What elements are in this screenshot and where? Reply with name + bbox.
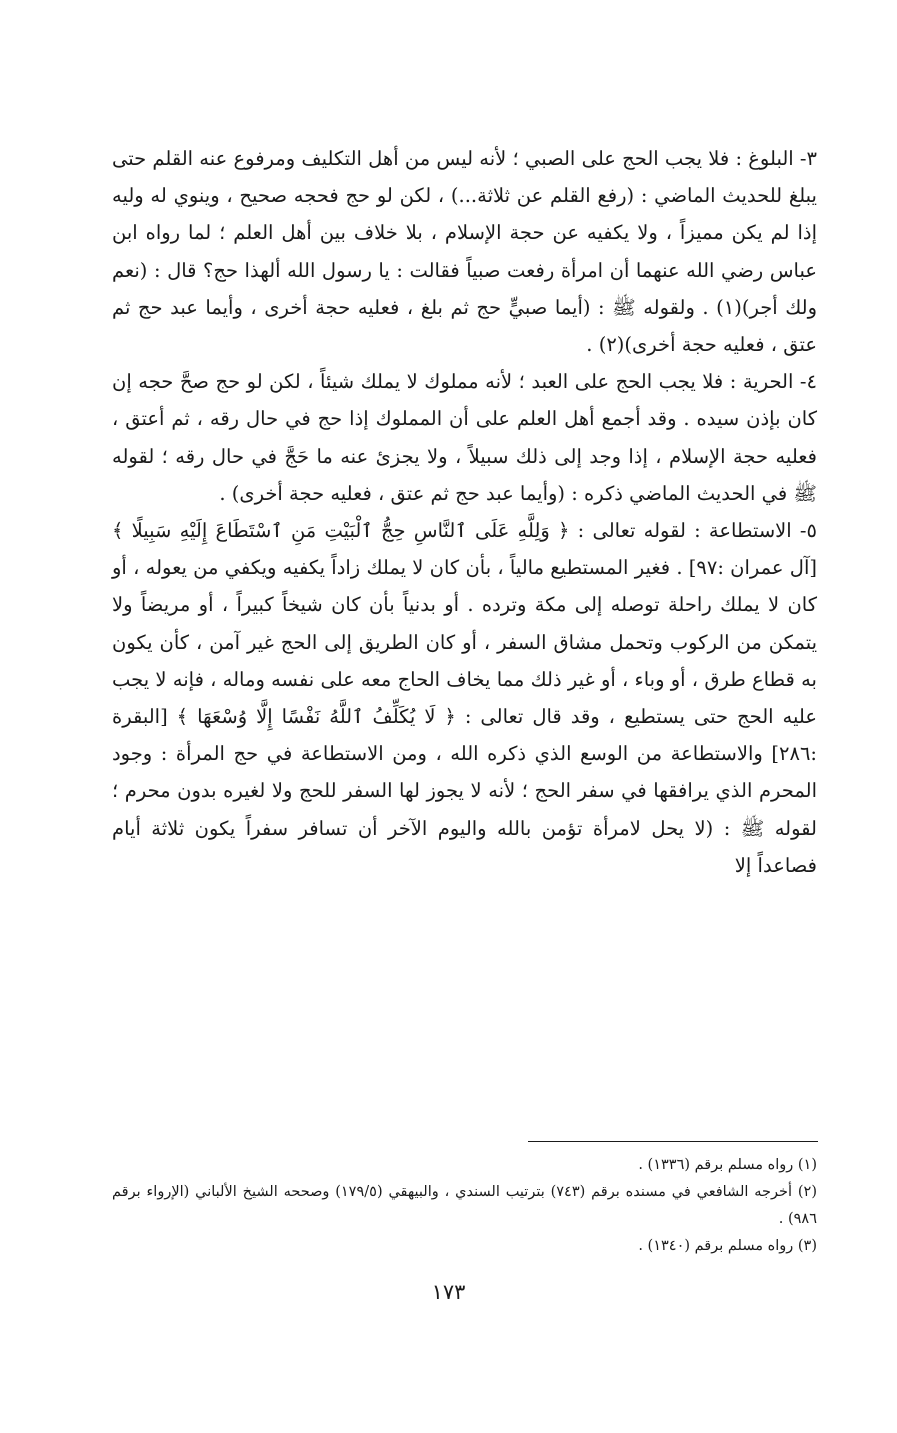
footnote-2: (٢) أخرجه الشافعي في مسنده برقم (٧٤٣) بترتيب السندي ، والبيهقي (١٧٩/٥) وصححه الشيخ الألباني (الإرواء برقم ٩٨٦) . <box>112 1184 817 1227</box>
footnote-3: (٣) رواه مسلم برقم (١٣٤٠) . <box>638 1238 817 1254</box>
footnotes <box>112 1152 817 1260</box>
paragraph-freedom: ٤- الحرية : فلا يجب الحج على العبد ؛ لأنه مملوك لا يملك شيئاً ، لكن لو حج صحَّ حجه إن كان بإذن سيده . وقد أجمع أهل العلم على أن المملوك إذا حج في حال رقه ، ثم أعتق ، فعليه حجة الإسلام ، إذا وجد إلى ذلك سبيلاً ، ولا يجزئ عنه ما حَجَّ في حال رقه ؛ لقوله ﷺ في الحديث الماضي ذكره : (وأيما عبد حج ثم عتق ، فعليه حجة أخرى) . <box>112 370 817 505</box>
main-text <box>112 140 817 884</box>
page-number: ١٧٣ <box>431 1280 466 1304</box>
paragraph-puberty: ٣- البلوغ : فلا يجب الحج على الصبي ؛ لأنه ليس من أهل التكليف ومرفوع عنه القلم حتى يبلغ للحديث الماضي : (رفع القلم عن ثلاثة...) ، لكن لو حج فحجه صحيح ، وينوي له وليه إذا لم يكن مميزاً ، ولا يكفيه عن حجة الإسلام ، بلا خلاف بين أهل العلم ؛ لما رواه ابن عباس رضي الله عنهما أن امرأة رفعت صبياً فقالت : يا رسول الله ألهذا حج؟ قال : (نعم ولك أجر)(١) . ولقوله ﷺ : (أيما صبيٍّ حج ثم بلغ ، فعليه حجة أخرى ، وأيما عبد حج ثم عتق ، فعليه حجة أخرى)(٢) . <box>112 147 817 357</box>
footnote-1: (١) رواه مسلم برقم (١٣٣٦) . <box>638 1157 817 1173</box>
footnote-separator <box>528 1141 818 1142</box>
paragraph-ability: ٥- الاستطاعة : لقوله تعالى : ﴿ وَلِلَّهِ عَلَى ٱلنَّاسِ حِجُّ ٱلْبَيْتِ مَنِ ٱسْتَطَاعَ إِلَيْهِ سَبِيلًا ﴾ [آل عمران :٩٧] . فغير المستطيع مالياً ، بأن كان لا يملك زاداً يكفيه ويكفي من يعوله ، أو كان لا يملك راحلة توصله إلى مكة وترده . أو بدنياً بأن كان شيخاً كبيراً ، أو مريضاً ولا يتمكن من الركوب وتحمل مشاق السفر ، أو كان الطريق إلى الحج غير آمن ، كأن يكون به قطاع طرق ، أو وباء ، أو غير ذلك مما يخاف الحاج معه على نفسه وماله ، فإنه لا يجب عليه الحج حتى يستطيع ، وقد قال تعالى : ﴿ لَا يُكَلِّفُ ٱللَّهُ نَفْسًا إِلَّا وُسْعَهَا ﴾ [البقرة :٢٨٦] والاستطاعة من الوسع الذي ذكره الله ، ومن الاستطاعة في حج المرأة : وجود المحرم الذي يرافقها في سفر الحج ؛ لأنه لا يجوز لها السفر للحج ولا لغيره بدون محرم ؛ لقوله ﷺ : (لا يحل لامرأة تؤمن بالله واليوم الآخر أن تسافر سفراً يكون ثلاثة أيام فصاعداً إلا <box>112 519 817 877</box>
